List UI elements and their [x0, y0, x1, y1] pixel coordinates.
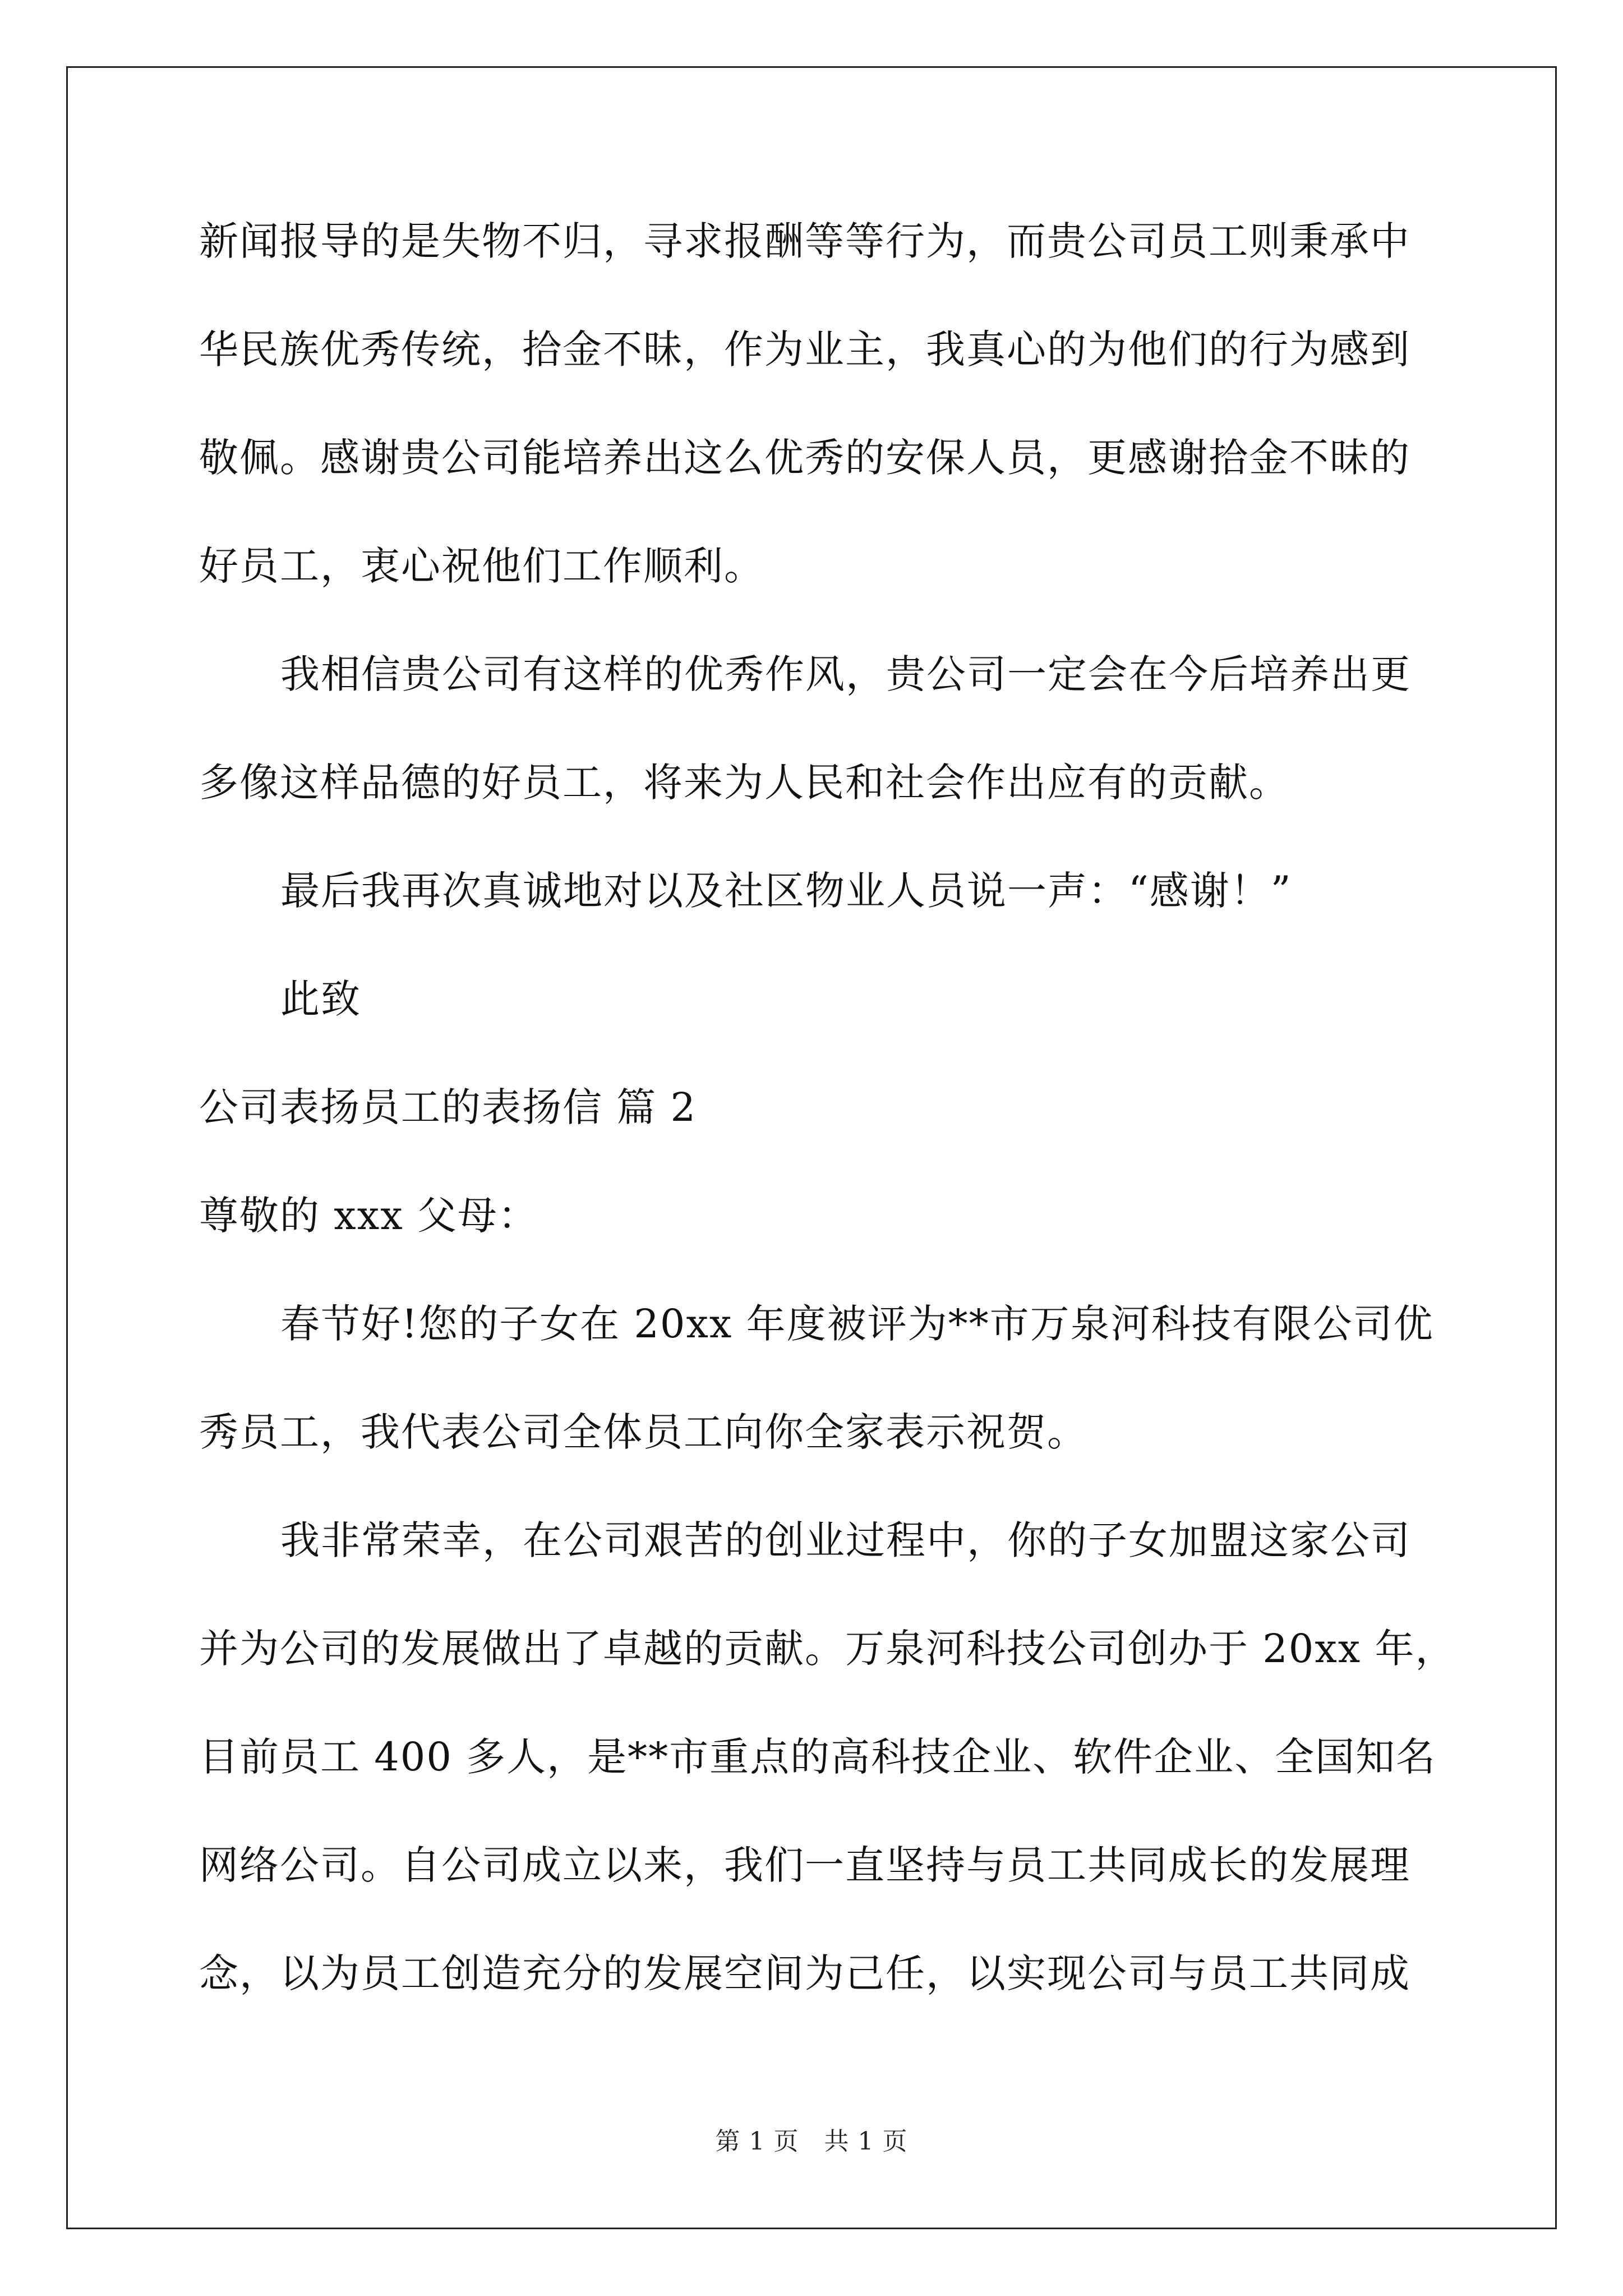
text-line-7: 最后我再次真诚地对以及社区物业人员说一声：“感谢！” [280, 868, 1292, 914]
text-line-3: 敬佩。感谢贵公司能培养出这么优秀的安保人员，更感谢拾金不昧的 [199, 435, 1410, 481]
text-line-6: 多像这样品德的好员工，将来为人民和社会作出应有的贡献。 [199, 760, 1289, 806]
salutation: 尊敬的 xxx 父母： [199, 1193, 538, 1239]
text-line-17: 念，以为员工创造充分的发展空间为己任，以实现公司与员工共同成 [199, 1950, 1410, 1996]
text-line-16: 网络公司。自公司成立以来，我们一直坚持与员工共同成长的发展理 [199, 1842, 1410, 1888]
text-line-8: 此致 [280, 976, 361, 1022]
text-line-1: 新闻报导的是失物不归，寻求报酬等等行为，而贵公司员工则秉承中 [199, 218, 1410, 264]
text-line-15: 目前员工 400 多人，是**市重点的高科技企业、软件企业、全国知名 [199, 1734, 1437, 1780]
text-line-11: 春节好!您的子女在 20xx 年度被评为**市万泉河科技有限公司优 [280, 1301, 1434, 1347]
text-line-14: 并为公司的发展做出了卓越的贡献。万泉河科技公司创办于 20xx 年， [199, 1626, 1456, 1672]
page-number-footer: 第 1 页 共 1 页 [715, 2127, 908, 2156]
document-body [199, 218, 1456, 2059]
text-line-2: 华民族优秀传统，拾金不昧，作为业主，我真心的为他们的行为感到 [199, 326, 1410, 372]
text-line-5: 我相信贵公司有这样的优秀作风，贵公司一定会在今后培养出更 [280, 651, 1411, 697]
text-line-13: 我非常荣幸，在公司艰苦的创业过程中，你的子女加盟这家公司 [280, 1517, 1411, 1563]
text-line-4: 好员工，衷心祝他们工作顺利。 [199, 543, 764, 589]
text-line-12: 秀员工，我代表公司全体员工向你全家表示祝贺。 [199, 1409, 1087, 1455]
section-heading: 公司表扬员工的表扬信 篇 2 [199, 1084, 697, 1130]
